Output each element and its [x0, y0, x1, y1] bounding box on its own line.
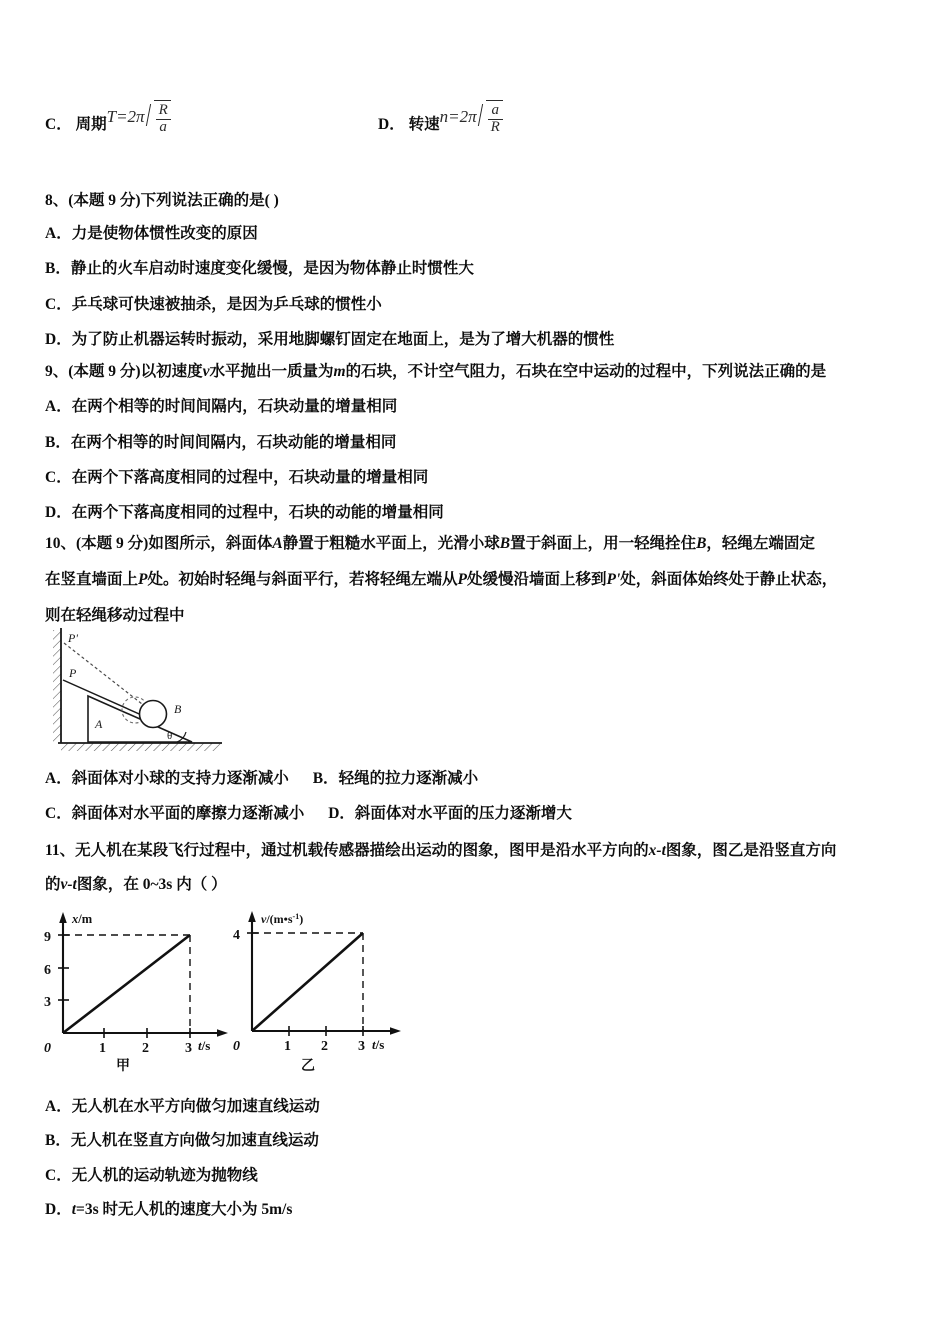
question-10-options-row-2: C．斜面体对水平面的摩擦力逐渐减小 D．斜面体对水平面的压力逐渐增大: [45, 805, 572, 822]
vt-xtick-label-2: 2: [321, 1039, 328, 1054]
question-9-option-b: B．在两个相等的时间间隔内，石块动能的增量相同: [45, 434, 397, 451]
formula-rotation-speed: n=2π $\frac{a}{R}$: [440, 97, 503, 135]
label-wedge-a: A: [95, 717, 103, 731]
vt-ylabel: $v/(m•s^{-1})$: [261, 912, 304, 926]
rope-dashed-final: [64, 643, 151, 711]
question-11-option-d: D．t=3s 时无人机的速度大小为 5m/s: [45, 1201, 293, 1218]
option-c-letter: C．: [45, 116, 72, 134]
option-d-letter: D．: [378, 116, 405, 134]
question-11-option-a: A．无人机在水平方向做匀加速直线运动: [45, 1098, 320, 1115]
xt-xtick-label-2: 2: [142, 1041, 149, 1056]
option-d-label: 转速: [408, 116, 440, 134]
label-p-prime: P': [68, 631, 78, 645]
vt-xtick-label-1: 1: [284, 1039, 291, 1054]
question-9-stem: 9、(本题 9 分)以初速度v水平抛出一质量为m的石块，不计空气阻力，石块在空中运动的过程中，下列说法正确的是: [45, 363, 827, 380]
question-8-stem: 8、(本题 9 分)下列说法正确的是( ): [45, 192, 279, 209]
question-11-stem-line2: 的v-t图象，在 0~3s 内（ ）: [45, 876, 227, 893]
question-10-stem-line2: 在竖直墙面上P处。初始时轻绳与斜面平行，若将轻绳左端从P处缓慢沿墙面上移到P'处，斜面体始终处于静止状态，: [45, 571, 838, 588]
chart-vt-yi: [233, 911, 401, 1074]
xt-ytick-label-3: 3: [44, 995, 51, 1010]
question-9-option-c: C．在两个下落高度相同的过程中，石块动量的增量相同: [45, 469, 429, 486]
motion-graphs: [20, 898, 450, 1083]
xt-xtick-label-1: 1: [99, 1041, 106, 1056]
option-c-period: [45, 104, 171, 142]
question-10-stem-line1: 10、(本题 9 分)如图所示，斜面体A静置于粗糙水平面上，光滑小球B置于斜面上，用一轻绳拴住B，轻绳左端固定: [45, 535, 815, 552]
vt-xtick-label-3: 3: [358, 1039, 365, 1054]
wall-hatching: [53, 630, 61, 742]
rope-solid-initial: [63, 680, 146, 717]
question-10-options-row-1: A．斜面体对小球的支持力逐渐减小 B．轻绳的拉力逐渐减小: [45, 770, 479, 787]
formula-period: T=2π $\frac{R}{a}$: [107, 97, 171, 135]
question-9-option-d: D．在两个下落高度相同的过程中，石块的动能的增量相同: [45, 504, 444, 521]
ball-B: [140, 701, 167, 728]
vt-ytick-label-4: 4: [233, 928, 240, 943]
question-10-stem-line3: 则在轻绳移动过程中: [45, 607, 185, 624]
xt-ytick-label-6: 6: [44, 963, 51, 978]
question-9-option-a: A．在两个相等的时间间隔内，石块动量的增量相同: [45, 398, 398, 415]
inclined-plane-diagram: [50, 625, 235, 755]
ground-hatching: [61, 743, 221, 751]
xt-data-line: [63, 935, 190, 1033]
xt-xlabel: t/s: [198, 1038, 211, 1053]
vt-xlabel: t/s: [372, 1037, 385, 1052]
xt-xtick-label-3: 3: [185, 1041, 192, 1056]
chart-xt-jia: [44, 912, 228, 1074]
question-11-figures: [20, 898, 450, 1083]
label-p: P: [69, 666, 77, 680]
question-10-figure: [50, 625, 235, 755]
vt-y-axis-arrow: [248, 911, 256, 922]
option-d-rotation-speed: [378, 104, 503, 142]
xt-y-axis-arrow: [59, 912, 67, 923]
xt-x-axis-arrow: [217, 1029, 228, 1037]
xt-ytick-label-9: 9: [44, 930, 51, 945]
question-8-option-c: C．乒乓球可快速被抽杀，是因为乒乓球的惯性小: [45, 296, 382, 313]
label-ball-b: B: [174, 702, 182, 716]
question-8-option-d: D．为了防止机器运转时振动，采用地脚螺钉固定在地面上，是为了增大机器的惯性: [45, 331, 615, 348]
vt-x-axis-arrow: [390, 1027, 401, 1035]
question-8-option-a: A．力是使物体惯性改变的原因: [45, 225, 258, 242]
vt-data-line: [252, 933, 363, 1031]
question-8-option-b: B．静止的火车启动时速度变化缓慢，是因为物体静止时惯性大: [45, 260, 474, 277]
question-11-option-b: B．无人机在竖直方向做匀加速直线运动: [45, 1132, 319, 1149]
option-c-label: 周期: [75, 116, 107, 134]
question-11-stem-line1: 11、无人机在某段飞行过程中，通过机载传感器描绘出运动的图象，图甲是沿水平方向的x-t图象，图乙是沿竖直方向: [45, 842, 837, 859]
vt-origin-label: 0: [233, 1039, 240, 1054]
xt-caption-jia: 甲: [116, 1059, 130, 1074]
question-11-option-c: C．无人机的运动轨迹为抛物线: [45, 1167, 258, 1184]
xt-origin-label: 0: [44, 1041, 51, 1056]
vt-caption-yi: 乙: [301, 1059, 315, 1074]
xt-ylabel: x/m: [72, 912, 93, 926]
label-angle-theta: θ: [167, 730, 173, 742]
